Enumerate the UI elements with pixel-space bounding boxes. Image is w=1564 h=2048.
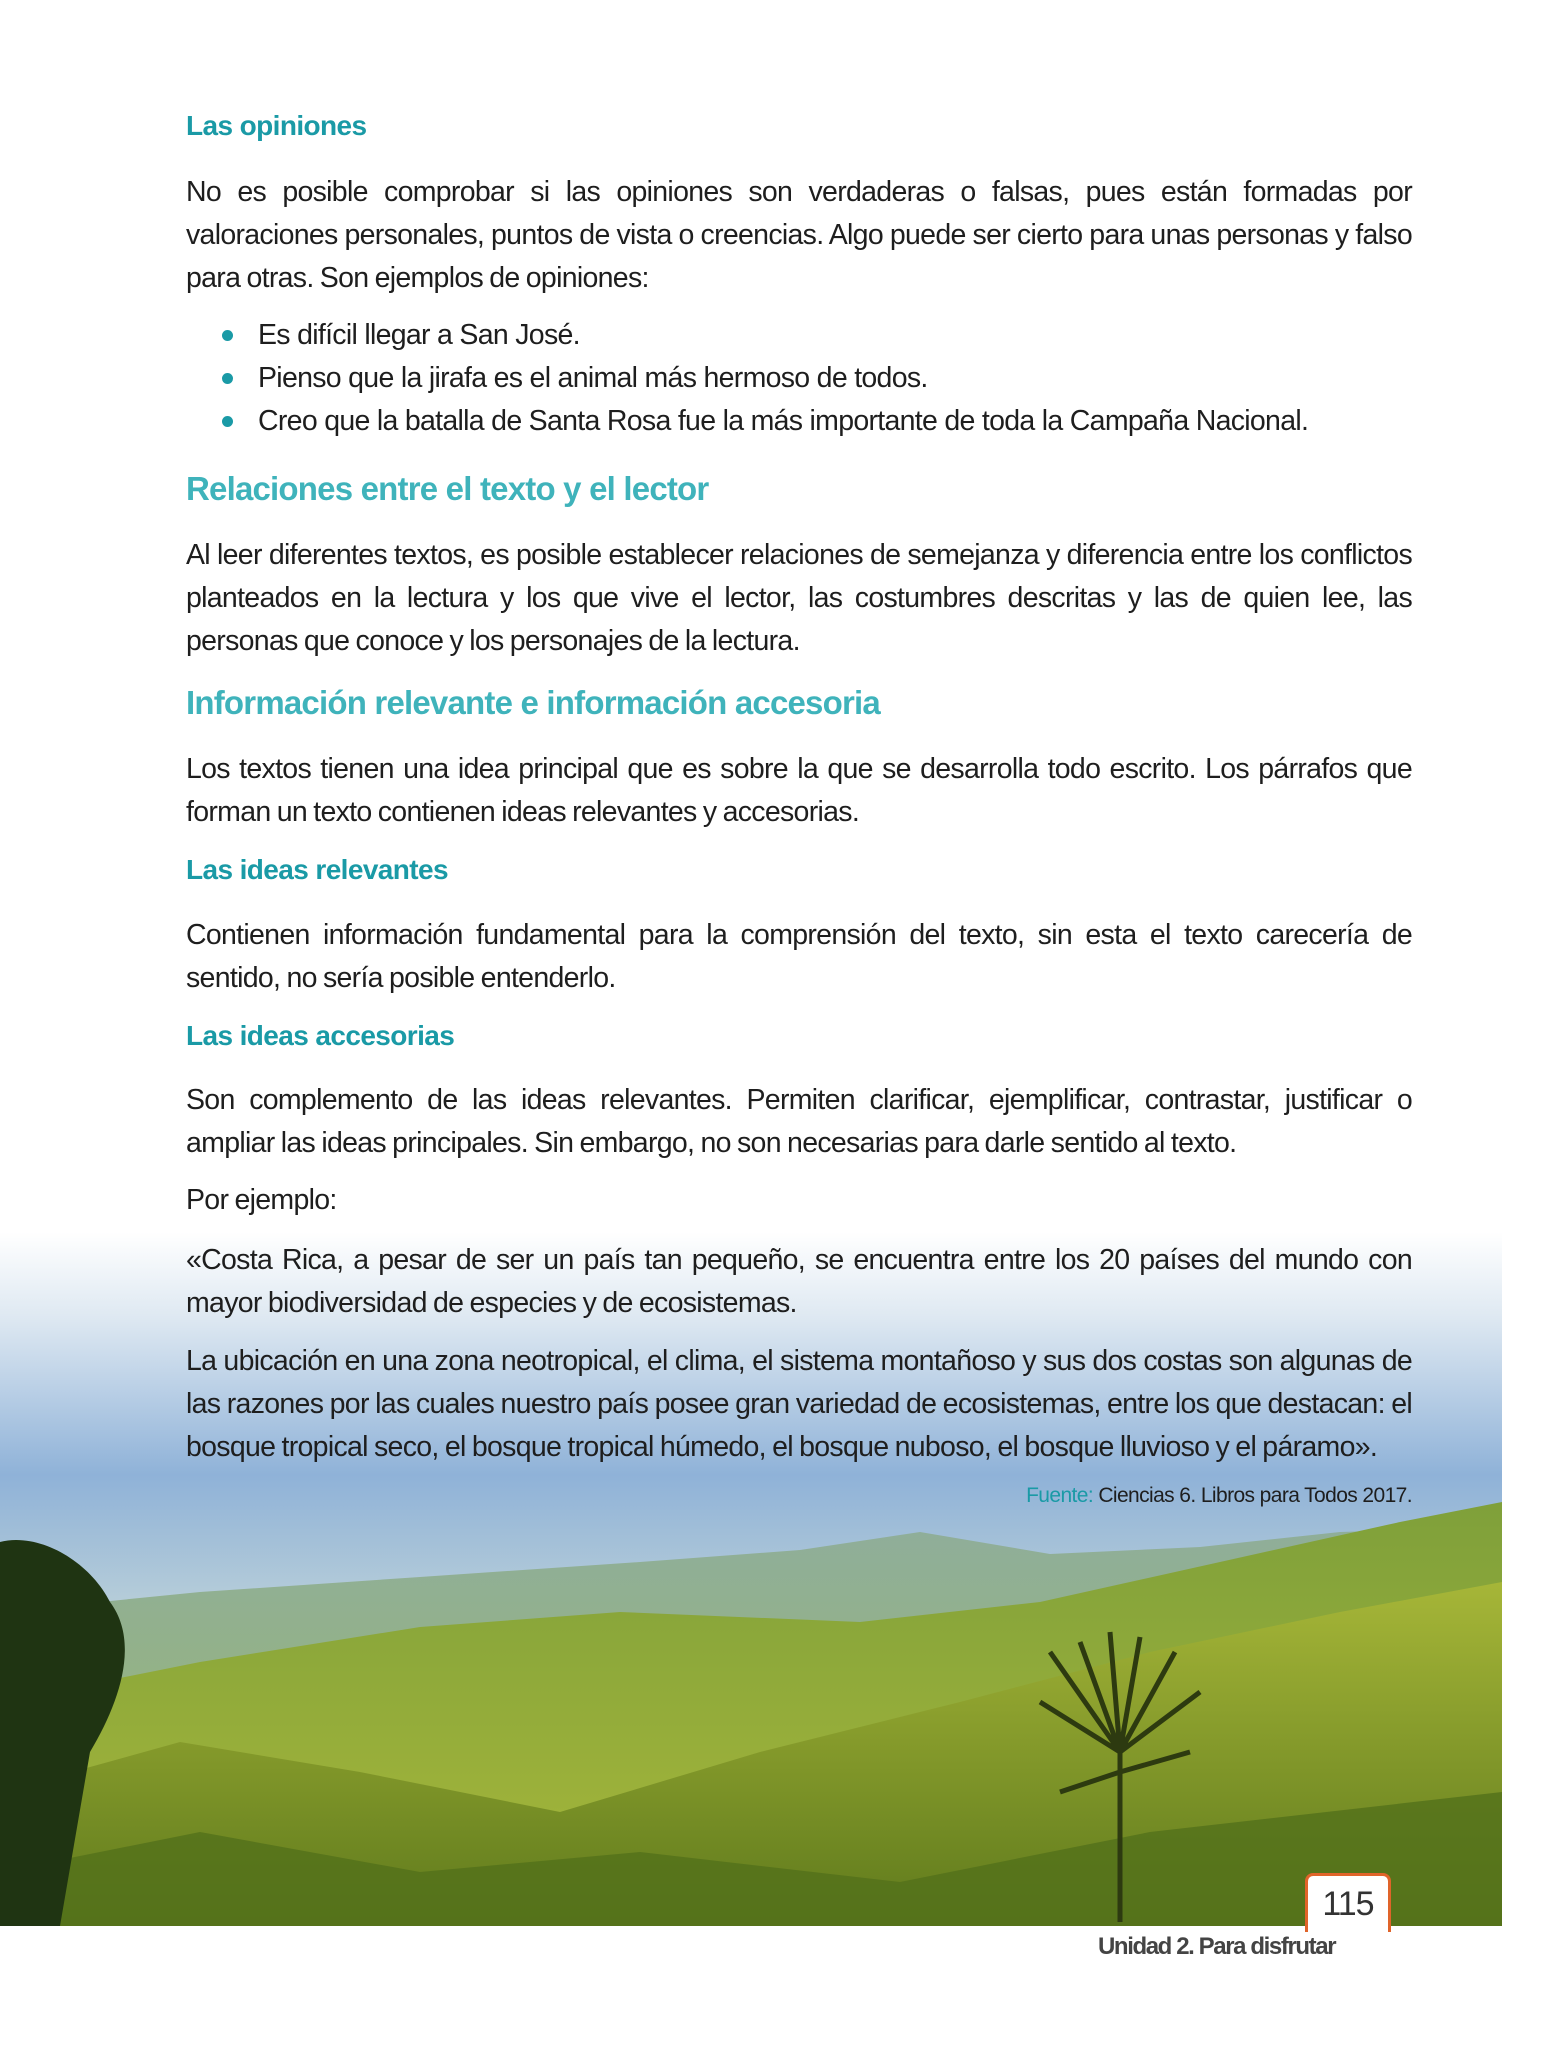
paragraph-relaciones: Al leer diferentes textos, es posible establecer relaciones de semejanza y diferencia entre los conflictos planteados en la lectura y los que vive el lector, las costumbres descritas y las de quien lee, las personas que conoce y los personajes de la lectura. [186, 539, 1412, 657]
source-text: Ciencias 6. Libros para Todos 2017. [1098, 1484, 1412, 1507]
quote-paragraph-2: La ubicación en una zona neotropical, el clima, el sistema montañoso y sus dos costas son algunas de las razones por las cuales nuestro país posee gran variedad de ecosistemas, entre los que destacan: el bosque tropical seco, el bosque tropical húmedo, el bosque nuboso, el bosque lluvioso y el páramo». [186, 1345, 1412, 1463]
page-number: 115 [1305, 1873, 1391, 1932]
source-label: Fuente: [1026, 1484, 1094, 1507]
example-intro: Por ejemplo: [186, 1184, 337, 1216]
bullet-icon [222, 416, 233, 427]
list-item-text: Pienso que la jirafa es el animal más hermoso de todos. [258, 362, 928, 394]
heading-relaciones: Relaciones entre el texto y el lector [186, 470, 709, 507]
paragraph-informacion: Los textos tienen una idea principal que es sobre la que se desarrolla todo escrito. Los párrafos que forman un texto contienen ideas relevantes y accesorias. [186, 753, 1412, 828]
opinion-examples-list [222, 314, 1308, 443]
bullet-icon [222, 330, 233, 341]
landscape-photo [0, 1232, 1502, 1926]
bullet-icon [222, 373, 233, 384]
heading-las-opiniones: Las opiniones [186, 110, 367, 141]
list-item [222, 314, 1308, 357]
heading-informacion: Información relevante e información accesoria [186, 684, 880, 721]
quote-paragraph-1: «Costa Rica, a pesar de ser un país tan pequeño, se encuentra entre los 20 países del mundo con mayor biodiversidad de especies y de ecosistemas. [186, 1244, 1412, 1319]
footer-unit-title: Unidad 2. Para disfrutar [1098, 1933, 1336, 1960]
list-item [222, 357, 1308, 400]
list-item-text: Creo que la batalla de Santa Rosa fue la más importante de toda la Campaña Nacional. [258, 405, 1309, 437]
list-item [222, 400, 1308, 443]
paragraph-ideas-relevantes: Contienen información fundamental para la comprensión del texto, sin esta el texto carecería de sentido, no sería posible entenderlo. [186, 919, 1412, 994]
heading-ideas-relevantes: Las ideas relevantes [186, 854, 448, 885]
list-item-text: Es difícil llegar a San José. [258, 319, 580, 351]
source-citation [1026, 1484, 1412, 1508]
paragraph-opiniones: No es posible comprobar si las opiniones son verdaderas o falsas, pues están formadas por valoraciones personales, puntos de vista o creencias. Algo puede ser cierto para unas personas y falso para otras. Son ejemplos de opiniones: [186, 176, 1412, 294]
paragraph-ideas-accesorias: Son complemento de las ideas relevantes. Permiten clarificar, ejemplificar, contrastar, justificar o ampliar las ideas principales. Sin embargo, no son necesarias para darle sentido al texto. [186, 1084, 1412, 1159]
heading-ideas-accesorias: Las ideas accesorias [186, 1020, 455, 1051]
